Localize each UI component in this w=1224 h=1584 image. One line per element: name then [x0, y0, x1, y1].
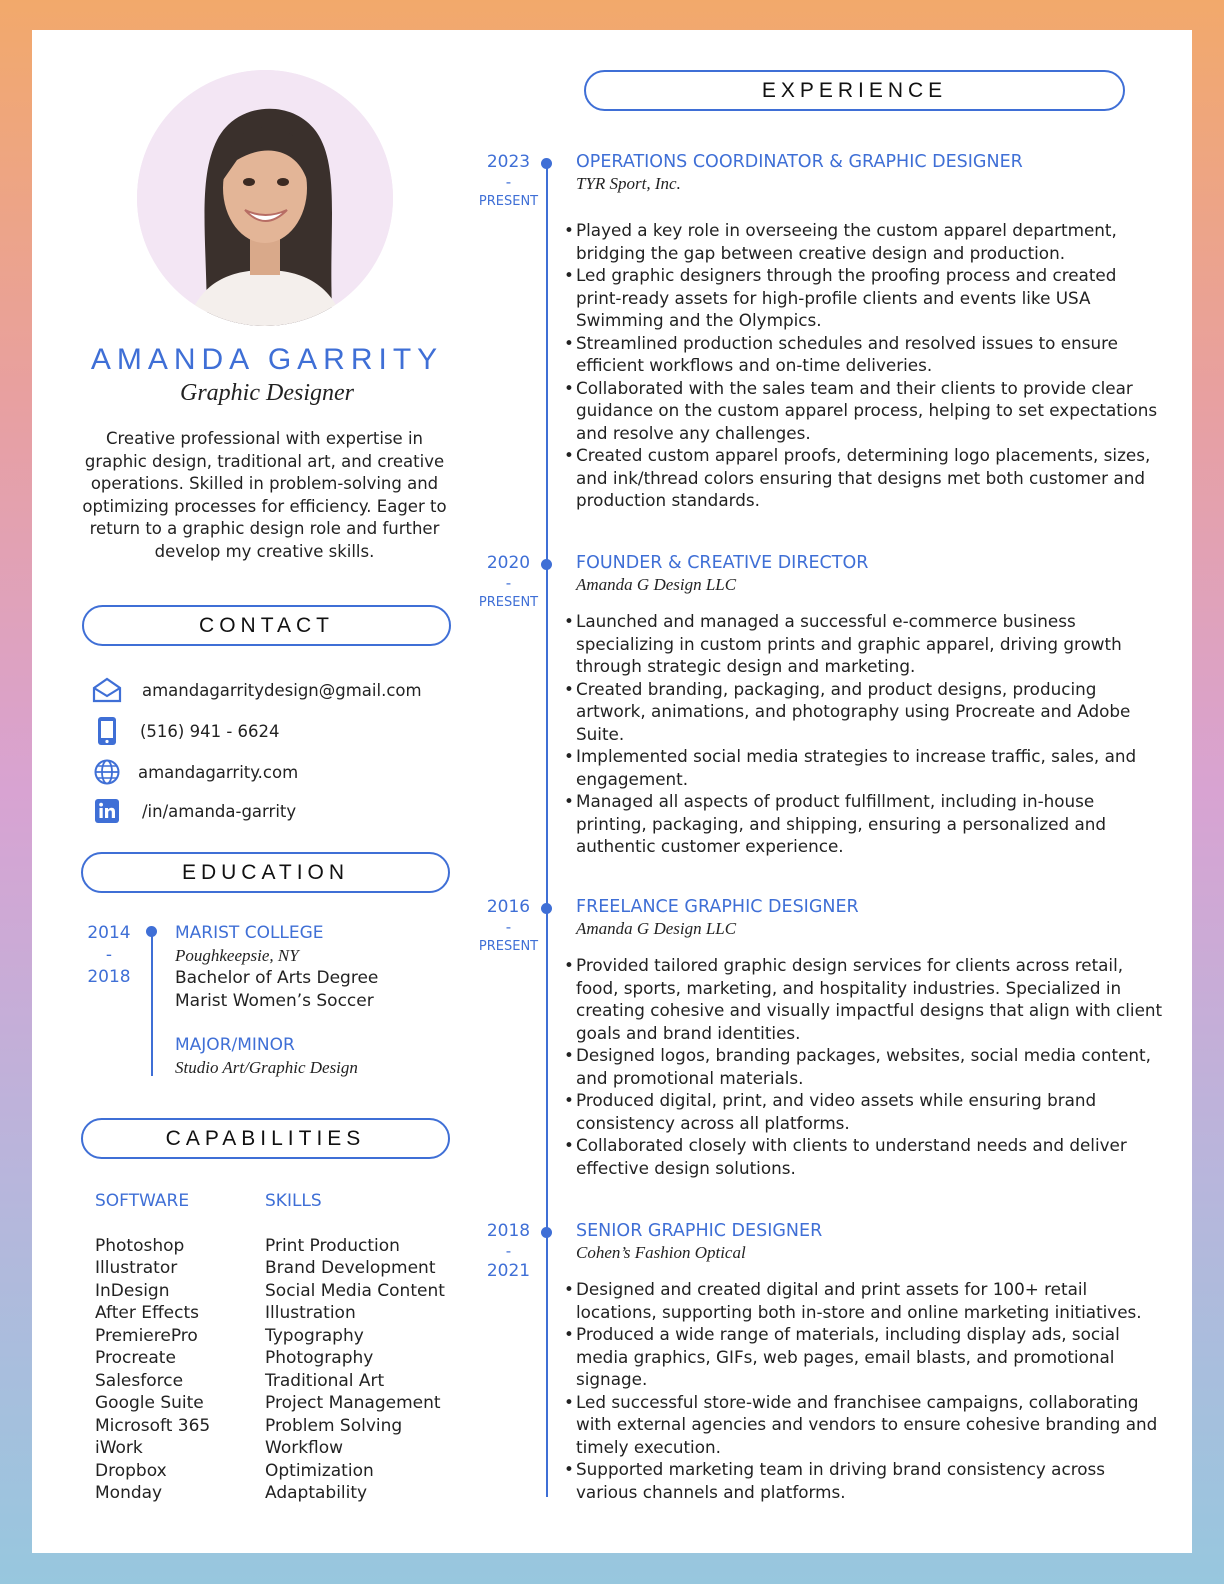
- candidate-role: Graphic Designer: [180, 380, 354, 406]
- skill-item: Adaptability: [265, 1483, 368, 1503]
- candidate-name: AMANDA GARRITY: [90, 343, 444, 376]
- job-bullet: • Created branding, packaging, and product designs, producing artwork, animations, and photography using Procreate and Adobe Suite.: [564, 678, 1164, 746]
- job-company: Amanda G Design LLC: [576, 575, 737, 594]
- job-bullet: • Provided tailored graphic design services for clients across retail, food, sports, marketing, and hospitality industries. Specialized in creating cohesive and visually impactful designs that align with client goals and brand identities.: [564, 954, 1164, 1044]
- job-bullet: • Produced a wide range of materials, including display ads, social media graphics, GIFs, web pages, email blasts, and promotional signage.: [564, 1323, 1164, 1391]
- capabilities-heading: CAPABILITIES: [81, 1118, 450, 1159]
- job-years: 2023 - PRESENT: [478, 152, 539, 209]
- education-details: [175, 922, 475, 1079]
- software-item: iWork: [95, 1438, 143, 1458]
- job-years: 2020 - PRESENT: [478, 553, 539, 610]
- software-item: After Effects: [95, 1303, 200, 1323]
- software-item: InDesign: [95, 1280, 170, 1301]
- software-item: PremierePro: [95, 1325, 198, 1346]
- skill-item: Optimization: [265, 1460, 374, 1481]
- job-bullet: • Streamlined production schedules and resolved issues to ensure efficient workflows and on-time deliveries.: [564, 332, 1164, 377]
- software-item: Monday: [95, 1483, 163, 1503]
- job-bullet: • Created custom apparel proofs, determining logo placements, sizes, and ink/thread colors ensuring that designs met both customer and production standards.: [564, 444, 1164, 512]
- contact-phone[interactable]: (516) 941 - 6624: [90, 716, 280, 746]
- software-item: Dropbox: [95, 1460, 167, 1481]
- software-item: Procreate: [95, 1348, 176, 1368]
- skill-item: Project Management: [265, 1393, 441, 1413]
- job-bullet: • Designed and created digital and print assets for 100+ retail locations, supporting both in-store and online marketing initiatives.: [564, 1278, 1164, 1323]
- job-bullet: • Led graphic designers through the proofing process and created print-ready assets for high-profile clients and events like USA Swimming and the Olympics.: [564, 264, 1164, 332]
- software-item: Photoshop: [95, 1235, 185, 1256]
- major-value: Studio Art/Graphic Design: [175, 1057, 358, 1077]
- job-timeline-dot: [541, 1227, 552, 1238]
- skill-item: Problem Solving: [265, 1415, 403, 1436]
- job-bullet: • Managed all aspects of product fulfillment, including in-house printing, packaging, and shipping, ensuring a personalized and authentic customer experience.: [564, 790, 1164, 858]
- profile-summary: Creative professional with expertise in graphic design, traditional art, and creative operations. Skilled in problem-solving and optimizing processes for efficiency. Eager to return to a graphic design role and further develop my creative skills.: [82, 429, 447, 561]
- job-title: OPERATIONS COORDINATOR & GRAPHIC DESIGNER: [576, 152, 1023, 172]
- job-company: Amanda G Design LLC: [576, 919, 737, 938]
- job-company: TYR Sport, Inc.: [576, 174, 681, 193]
- degree: Bachelor of Arts Degree: [175, 968, 379, 988]
- job-timeline-dot: [541, 158, 552, 169]
- job-entry: [564, 552, 1164, 858]
- job-bullets: [564, 1278, 1164, 1503]
- linkedin-icon: [90, 796, 124, 826]
- contact-linkedin[interactable]: /in/amanda-garrity: [90, 796, 296, 826]
- education-timeline-line: [151, 930, 153, 1076]
- job-title: SENIOR GRAPHIC DESIGNER: [576, 1221, 823, 1241]
- job-bullet: • Implemented social media strategies to increase traffic, sales, and engagement.: [564, 745, 1164, 790]
- job-bullets: [564, 610, 1164, 858]
- major-heading: MAJOR/MINOR: [175, 1035, 295, 1055]
- education-heading: EDUCATION: [81, 852, 450, 893]
- job-bullet: • Led successful store-wide and franchisee campaigns, collaborating with external agencies and vendors to ensure cohesive branding and timely execution.: [564, 1391, 1164, 1459]
- resume-page: [32, 30, 1192, 1553]
- job-bullet: • Designed logos, branding packages, websites, social media content, and promotional materials.: [564, 1044, 1164, 1089]
- skill-item: Social Media Content: [265, 1280, 445, 1301]
- job-timeline-dot: [541, 903, 552, 914]
- skill-item: Brand Development: [265, 1258, 436, 1278]
- software-heading: SOFTWARE: [95, 1191, 190, 1211]
- skills-list: [265, 1235, 445, 1505]
- job-bullet: • Launched and managed a successful e-commerce business specializing in custom prints and graphic apparel, driving growth through strategic design and marketing.: [564, 610, 1164, 678]
- contact-heading: CONTACT: [82, 605, 451, 646]
- skill-item: Typography: [265, 1325, 364, 1346]
- job-timeline-dot: [541, 559, 552, 570]
- job-years: 2018 - 2021: [486, 1221, 531, 1281]
- phone-icon: [90, 716, 124, 746]
- job-title: FOUNDER & CREATIVE DIRECTOR: [576, 553, 869, 573]
- software-item: Microsoft 365: [95, 1415, 211, 1436]
- job-bullet: • Collaborated with the sales team and their clients to provide clear guidance on the custom apparel process, helping to set expectations and resolve any challenges.: [564, 377, 1164, 445]
- activity: Marist Women’s Soccer: [175, 990, 374, 1011]
- job-bullets: [564, 954, 1164, 1179]
- education-timeline-dot: [146, 926, 157, 937]
- software-column: [95, 1190, 210, 1505]
- job-years: 2016 - PRESENT: [478, 897, 539, 954]
- job-bullet: • Played a key role in overseeing the custom apparel department, bridging the gap between creative design and production.: [564, 219, 1164, 264]
- school-location: Poughkeepsie, NY: [175, 945, 299, 965]
- job-title: FREELANCE GRAPHIC DESIGNER: [576, 897, 859, 917]
- skill-item: Photography: [265, 1348, 374, 1368]
- contact-email[interactable]: amandagarritydesign@gmail.com: [90, 675, 422, 705]
- skills-heading: SKILLS: [265, 1191, 322, 1211]
- skill-item: Traditional Art: [265, 1370, 385, 1391]
- experience-timeline-line: [546, 160, 548, 1497]
- email-icon: [90, 675, 124, 705]
- software-item: Google Suite: [95, 1393, 204, 1413]
- skill-item: Workflow: [265, 1438, 344, 1458]
- contact-website[interactable]: amandagarrity.com: [90, 757, 298, 787]
- skill-item: Illustration: [265, 1303, 356, 1323]
- skills-column: [265, 1190, 445, 1505]
- job-entry: [564, 896, 1164, 1179]
- software-list: [95, 1235, 210, 1505]
- job-bullet: • Supported marketing team in driving brand consistency across various channels and platforms.: [564, 1458, 1164, 1503]
- school-name: MARIST COLLEGE: [175, 923, 324, 943]
- job-entry: [564, 151, 1164, 512]
- profile-photo: [137, 70, 393, 326]
- globe-icon: [90, 757, 124, 787]
- software-item: Salesforce: [95, 1370, 184, 1391]
- job-bullet: • Collaborated closely with clients to understand needs and deliver effective design solutions.: [564, 1134, 1164, 1179]
- job-company: Cohen’s Fashion Optical: [576, 1243, 746, 1262]
- job-bullet: • Produced digital, print, and video assets while ensuring brand consistency across all platforms.: [564, 1089, 1164, 1134]
- software-item: Illustrator: [95, 1258, 178, 1278]
- job-bullets: [564, 219, 1164, 512]
- experience-heading: EXPERIENCE: [584, 70, 1125, 111]
- job-entry: [564, 1220, 1164, 1503]
- skill-item: Print Production: [265, 1235, 400, 1256]
- education-years: 2014 - 2018: [87, 923, 131, 987]
